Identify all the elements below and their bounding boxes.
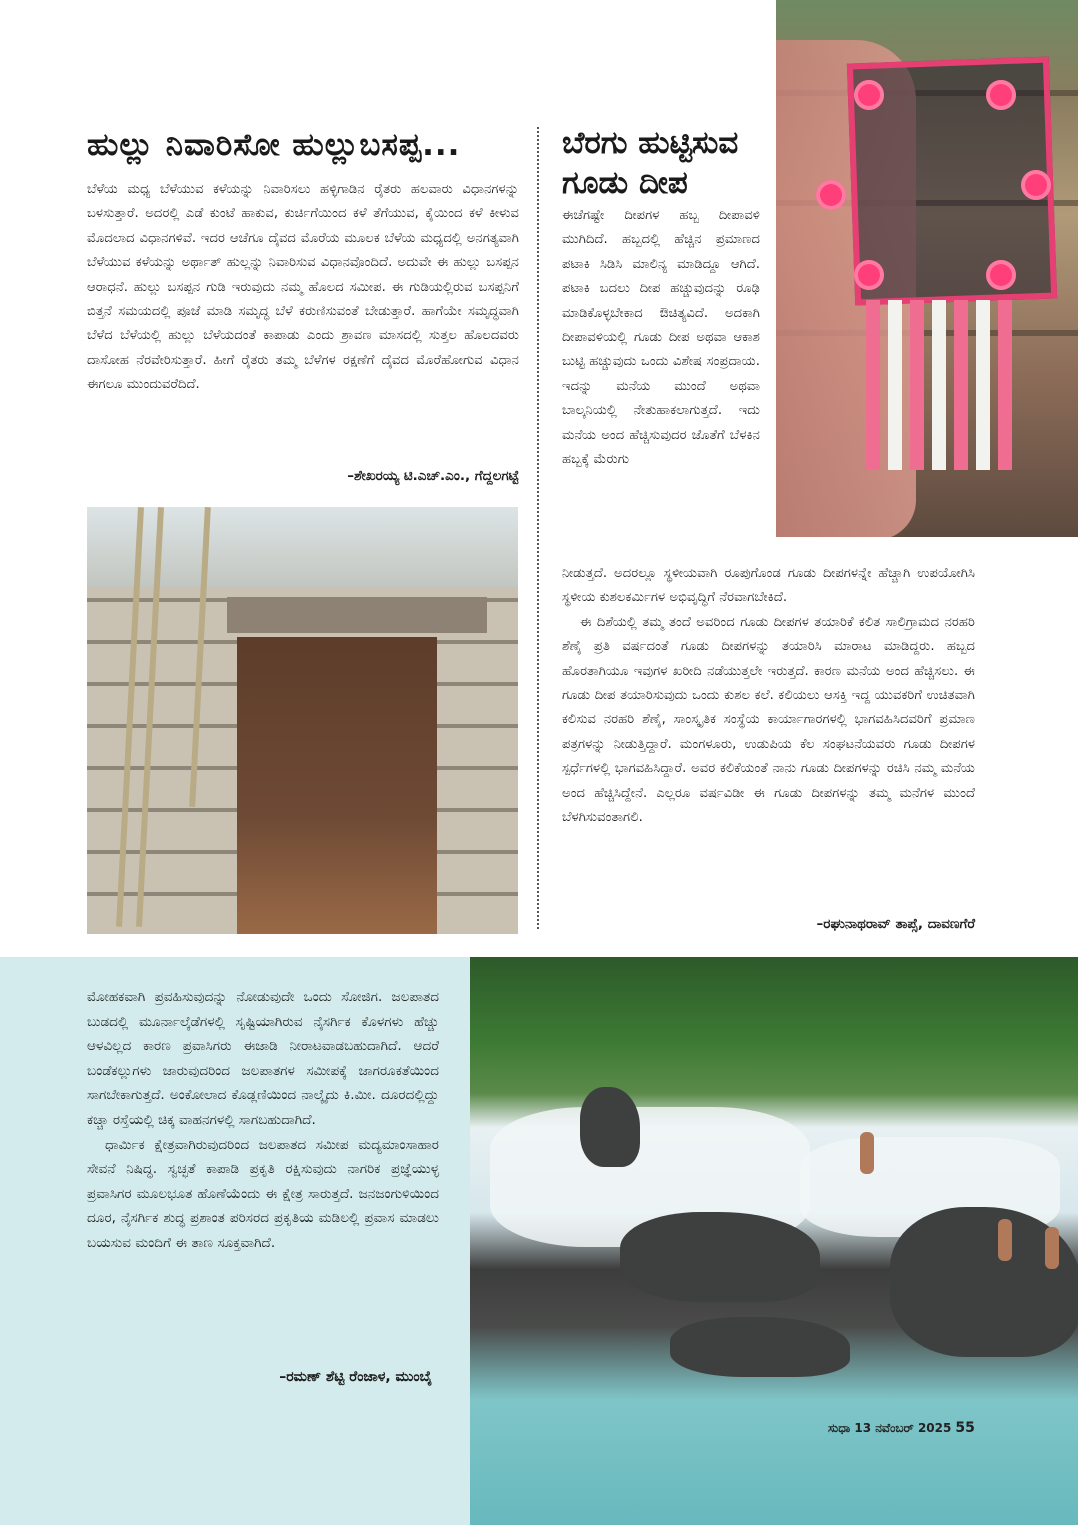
article1-author: –ಶೇಖರಯ್ಯ ಟಿ.ಎಚ್.ಎಂ., ಗೆದ್ದಲಗಟ್ಟೆ bbox=[347, 468, 519, 484]
article3-author: –ರಮಣ್ ಶೆಟ್ಟಿ ರೆಂಜಾಳ, ಮುಂಬೈ bbox=[279, 1369, 432, 1385]
lantern-photo bbox=[776, 0, 1078, 537]
page-number: 55 bbox=[955, 1420, 975, 1436]
magazine-issue: ಸುಧಾ 13 ನವೆಂಬರ್ 2025 bbox=[828, 1421, 952, 1435]
article2-author: –ರಘುನಾಥರಾವ್ ತಾಪ್ಸೆ, ದಾವಣಗೆರೆ bbox=[816, 916, 975, 932]
article3-paragraph: ಧಾರ್ಮಿಕ ಕ್ಷೇತ್ರವಾಗಿರುವುದರಿಂದ ಜಲಪಾತದ ಸಮೀಪ ಮದ್ಯಮಾಂಸಾಹಾರ ಸೇವನೆ ನಿಷಿದ್ಧ. ಸ್ವಚ್ಛತೆ ಕಾಪಾಡಿ ಪ್ರಕೃತಿ ರಕ್ಷಿಸುವುದು ನಾಗರಿಕ ಪ್ರಜ್ಞೆಯುಳ್ಳ ಪ್ರವಾಸಿಗರ ಮೂಲಭೂತ ಹೊಣೆಯೆಂದು ಈ ಕ್ಷೇತ್ರ ಸಾರುತ್ತದೆ. ಜನಜಂಗುಳಿಯಿಂದ ದೂರ, ನೈಸರ್ಗಿಕ ಶುದ್ಧ ಪ್ರಶಾಂತ ಪರಿಸರದ ಪ್ರಕೃತಿಯ ಮಡಿಲಲ್ಲಿ ಪ್ರವಾಸ ಮಾಡಲು ಬಯಸುವ ಮಂದಿಗೆ ಈ ತಾಣ ಸೂಕ್ತವಾಗಿದೆ. bbox=[87, 1136, 439, 1251]
article1-title: ಹುಲ್ಲು ನಿವಾರಿಸೋ ಹುಲ್ಲುಬಸಪ್ಪ... bbox=[87, 127, 461, 163]
article2-paragraph: ಈ ದಿಶೆಯಲ್ಲಿ ತಮ್ಮ ತಂದೆ ಅವರಿಂದ ಗೂಡು ದೀಪಗಳ ತಯಾರಿಕೆ ಕಲಿತ ಸಾಲಿಗ್ರಾಮದ ನರಹರಿ ಶೆಣೈ ಪ್ರತಿ ವರ್ಷದಂತೆ ಗೂಡು ದೀಪಗಳನ್ನು ತಯಾರಿಸಿ ಮಾರಾಟ ಮಾಡಿದ್ದರು. ಹಬ್ಬದ ಹೊರತಾಗಿಯೂ ಇವುಗಳ ಖರೀದಿ ನಡೆಯುತ್ತಲೇ ಇರುತ್ತದೆ. ಕಾರಣ ಮನೆಯ ಅಂದ ಹೆಚ್ಚಿಸಲು. ಈ ಗೂಡು ದೀಪ ತಯಾರಿಸುವುದು ಒಂದು ಕುಶಲ ಕಲೆ. ಕಲಿಯಲು ಆಸಕ್ತಿ ಇದ್ದ ಯುವಕರಿಗೆ ಉಚಿತವಾಗಿ ಕಲಿಸುವ ನರಹರಿ ಶೆಣೈ, ಸಾಂಸ್ಕೃತಿಕ ಸಂಸ್ಥೆಯ ಕಾರ್ಯಾಗಾರಗಳಲ್ಲಿ ಭಾಗವಹಿಸಿದವರಿಗೆ ಪ್ರಮಾಣ ಪತ್ರಗಳನ್ನು ನೀಡುತ್ತಿದ್ದಾರೆ. ಮಂಗಳೂರು, ಉಡುಪಿಯ ಕೆಲ ಸಂಘಟನೆಯವರು ಗೂಡು ದೀಪಗಳ ಸ್ಪರ್ಧೆಗಳಲ್ಲಿ ಭಾಗವಹಿಸಿದ್ದಾರೆ. ಅವರ ಕಲಿಕೆಯಂತೆ ನಾನು ಗೂಡು ದೀಪಗಳನ್ನು ರಚಿಸಿ ನಮ್ಮ ಮನೆಯ ಅಂದ ಹೆಚ್ಚಿಸಿದ್ದೇನೆ. ಎಲ್ಲರೂ ವರ್ಷವಿಡೀ ಈ ಗೂಡು ದೀಪಗಳನ್ನು ತಮ್ಮ ಮನೆಗಳ ಮುಂದೆ ಬೆಳಗಿಸುವಂತಾಗಲಿ. bbox=[562, 614, 975, 826]
article2-body-wide bbox=[562, 562, 975, 830]
article2-paragraph: ನೀಡುತ್ತದೆ. ಅದರಲ್ಲೂ ಸ್ಥಳೀಯವಾಗಿ ರೂಪುಗೊಂಡ ಗೂಡು ದೀಪಗಳನ್ನೇ ಹೆಚ್ಚಾಗಿ ಉಪಯೋಗಿಸಿ ಸ್ಥಳೀಯ ಕುಶಲಕರ್ಮಿಗಳ ಅಭಿವೃದ್ಧಿಗೆ ನೆರವಾಗಬೇಕಿದೆ. bbox=[562, 566, 975, 606]
article3-body bbox=[87, 985, 439, 1256]
page-footer bbox=[828, 1420, 975, 1436]
article1-body: ಬೆಳೆಯ ಮಧ್ಯ ಬೆಳೆಯುವ ಕಳೆಯನ್ನು ನಿವಾರಿಸಲು ಹಳ್ಳಿಗಾಡಿನ ರೈತರು ಹಲವಾರು ವಿಧಾನಗಳನ್ನು ಬಳಸುತ್ತಾರೆ. ಅದರಲ್ಲಿ ಎಡೆ ಕುಂಟೆ ಹಾಕುವ, ಕುರ್ಚಿಗೆಯಿಂದ ಕಳೆ ತೆಗೆಯುವ, ಕೈಯಿಂದ ಕಳೆ ಕೀಳುವ ಮೊದಲಾದ ವಿಧಾನಗಳಿವೆ. ಇದರ ಆಚೆಗೂ ದೈವದ ಮೊರೆಯ ಮೂಲಕ ಬೆಳೆಯ ಮಧ್ಯದಲ್ಲಿ ಅನಗತ್ಯವಾಗಿ ಬೆಳೆಯುವ ಕಳೆಯನ್ನು ಅರ್ಥಾತ್ ಹುಲ್ಲನ್ನು ನಿವಾರಿಸುವ ವಿಧಾನವೊಂದಿದೆ. ಅದುವೇ ಈ ಹುಲ್ಲು ಬಸಪ್ಪನ ಆರಾಧನೆ. ಹುಲ್ಲು ಬಸಪ್ಪನ ಗುಡಿ ಇರುವುದು ನಮ್ಮ ಹೊಲದ ಸಮೀಪ. ಈ ಗುಡಿಯಲ್ಲಿರುವ ಬಸಪ್ಪನಿಗೆ ಬಿತ್ತನೆ ಸಮಯದಲ್ಲಿ ಪೂಜೆ ಮಾಡಿ ಸಮೃದ್ಧ ಬೆಳೆ ಕರುಣಿಸುವಂತೆ ಬೇಡುತ್ತಾರೆ. ಹಾಗೆಯೇ ಸಮೃದ್ಧವಾಗಿ ಬೆಳೆದ ಬೆಳೆಯಲ್ಲಿ ಹುಲ್ಲು ಬೆಳೆಯದಂತೆ ಕಾಪಾಡು ಎಂದು ಶ್ರಾವಣ ಮಾಸದಲ್ಲಿ ಸುತ್ತಲ ಹೊಲದವರು ದಾಸೋಹ ನೆರವೇರಿಸುತ್ತಾರೆ. ಹೀಗೆ ರೈತರು ತಮ್ಮ ಬೆಳೆಗಳ ರಕ್ಷಣೆಗೆ ದೈವದ ಮೊರೆಹೋಗುವ ವಿಧಾನ ಈಗಲೂ ಮುಂದುವರೆದಿದೆ. bbox=[87, 182, 519, 393]
column-divider bbox=[537, 127, 539, 929]
article2-body-narrow: ಈಚೆಗಷ್ಟೇ ದೀಪಗಳ ಹಬ್ಬ ದೀಪಾವಳಿ ಮುಗಿದಿದೆ. ಹಬ್ಬದಲ್ಲಿ ಹೆಚ್ಚಿನ ಪ್ರಮಾಣದ ಪಟಾಕಿ ಸಿಡಿಸಿ ಮಾಲಿನ್ಯ ಮಾಡಿದ್ದೂ ಆಗಿದೆ. ಪಟಾಕಿ ಬದಲು ದೀಪ ಹಚ್ಚುವುದನ್ನು ರೂಢಿ ಮಾಡಿಕೊಳ್ಳಬೇಕಾದ ಔಚಿತ್ಯವಿದೆ. ಅದಕಾಗಿ ದೀಪಾವಳಿಯಲ್ಲಿ ಗೂಡು ದೀಪ ಅಥವಾ ಆಕಾಶ ಬುಟ್ಟಿ ಹಚ್ಚುವುದು ಒಂದು ವಿಶೇಷ ಸಂಪ್ರದಾಯ. ಇದನ್ನು ಮನೆಯ ಮುಂದೆ ಅಥವಾ ಬಾಲ್ಕನಿಯಲ್ಲಿ ನೇತುಹಾಕಲಾಗುತ್ತದೆ. ಇದು ಮನೆಯ ಅಂದ ಹೆಚ್ಚಿಸುವುದರ ಜೊತೆಗೆ ಬೆಳಕಿನ ಹಬ್ಬಕ್ಕೆ ಮೆರುಗು bbox=[562, 208, 760, 468]
article3-paragraph: ಮೋಹಕವಾಗಿ ಪ್ರವಹಿಸುವುದನ್ನು ನೋಡುವುದೇ ಒಂದು ಸೋಜಿಗ. ಜಲಪಾತದ ಬುಡದಲ್ಲಿ ಮೂರ್ನಾಲ್ಕೆಡೆಗಳಲ್ಲಿ ಸೃಷ್ಟಿಯಾಗಿರುವ ನೈಸರ್ಗಿಕ ಕೊಳಗಳು ಹೆಚ್ಚು ಆಳವಿಲ್ಲದ ಕಾರಣ ಪ್ರವಾಸಿಗರು ಈಜಾಡಿ ನೀರಾಟವಾಡಬಹುದಾಗಿದೆ. ಆದರೆ ಬಂಡೆಕಲ್ಲುಗಳು ಜಾರುವುದರಿಂದ ಜಲಪಾತಗಳ ಸಮೀಪಕ್ಕೆ ಜಾಗರೂಕತೆಯಿಂದ ಸಾಗಬೇಕಾಗುತ್ತದೆ. ಅಂಕೋಲಾದ ಕೊಡ್ಲಣಿಯಿಂದ ನಾಲ್ಕೈದು ಕಿ.ಮೀ. ದೂರದಲ್ಲಿದ್ದು ಕಚ್ಚಾ ರಸ್ತೆಯಲ್ಲಿ ಚಿಕ್ಕ ವಾಹನಗಳಲ್ಲಿ ಸಾಗಬಹುದಾಗಿದೆ. bbox=[87, 989, 439, 1128]
waterfall-photo bbox=[470, 957, 1078, 1525]
article2-title: ಬೆರಗು ಹುಟ್ಟಿಸುವ ಗೂಡು ದೀಪ bbox=[562, 125, 739, 201]
temple-photo bbox=[87, 507, 518, 934]
